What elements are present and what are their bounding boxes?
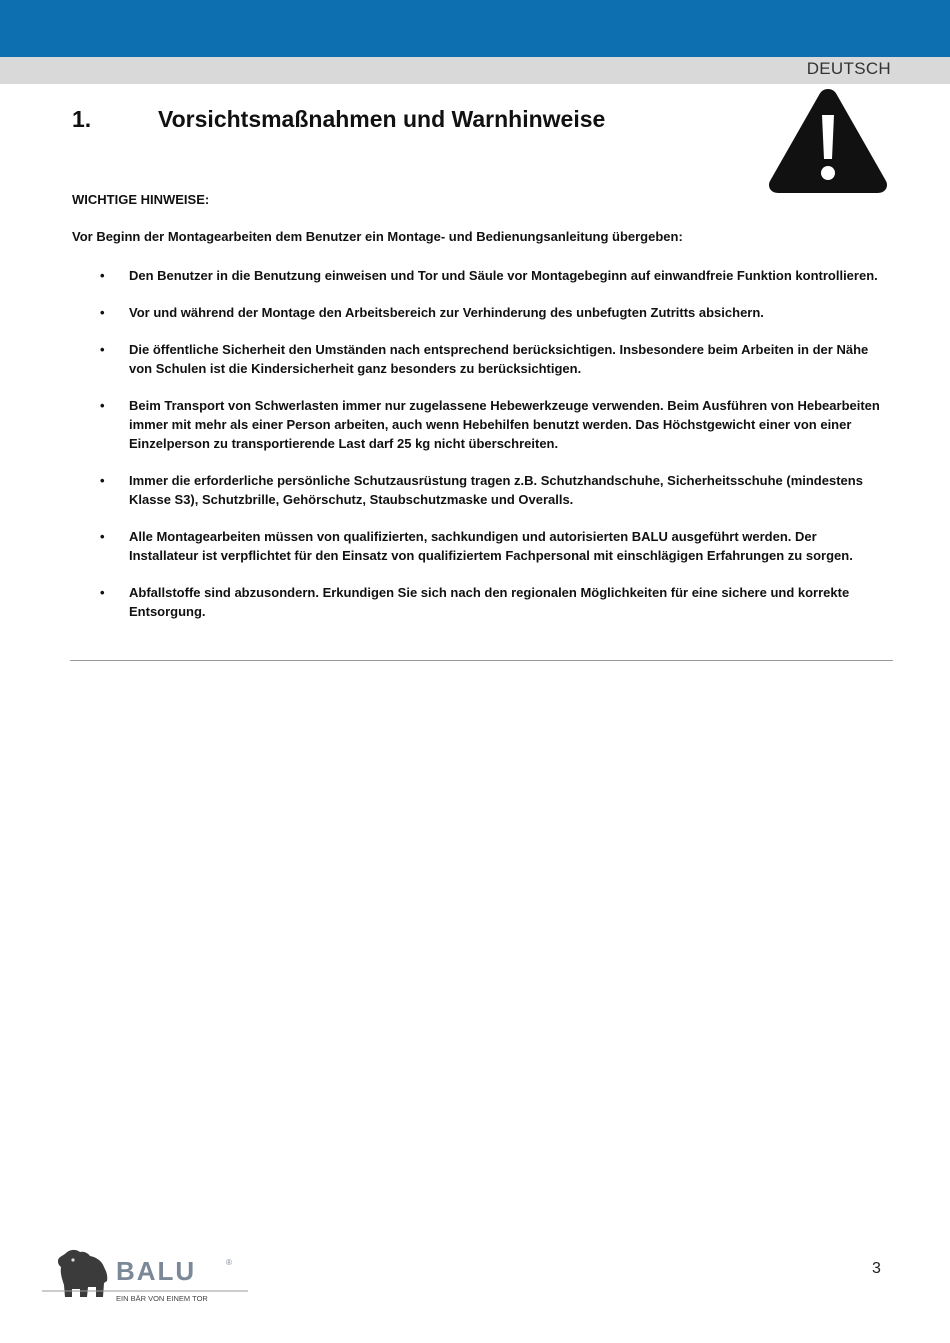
list-item-text: Die öffentliche Sicherheit den Umständen nach entsprechend berücksichtigen. Insbesondere beim Arbeiten in der Nähe von Schulen ist die Kindersicherheit ganz besonders zu berücksichtigen. xyxy=(129,342,869,376)
header-blue-bar xyxy=(0,0,950,57)
list-item xyxy=(0,396,889,453)
bullet-dot: • xyxy=(100,398,105,413)
list-item xyxy=(0,527,889,565)
list-item-text: Immer die erforderliche persönliche Schutzausrüstung tragen z.B. Schutzhandschuhe, Sicherheitsschuhe (mindestens Klasse S3), Schutzbrille, Gehörschutz, Staubschutzmaske und Overalls. xyxy=(129,473,863,507)
language-label: DEUTSCH xyxy=(806,59,891,78)
bullet-dot: • xyxy=(100,305,105,320)
list-item xyxy=(0,303,889,322)
list-item xyxy=(0,583,889,621)
list-item xyxy=(0,340,889,378)
section-number: 1. xyxy=(72,106,92,132)
bear-logo-icon xyxy=(58,1250,107,1297)
section-title: Vorsichtsmaßnahmen und Warnhinweise xyxy=(158,106,606,132)
bullet-dot: • xyxy=(100,342,105,357)
intro-text: Vor Beginn der Montagearbeiten dem Benutzer ein Montage- und Bedienungsanleitung übergeben: xyxy=(72,229,683,244)
list-item-text: Den Benutzer in die Benutzung einweisen und Tor und Säule vor Montagebeginn auf einwandfreie Funktion kontrollieren. xyxy=(129,268,878,283)
bullet-dot: • xyxy=(100,268,105,283)
brand-name: BALU xyxy=(116,1256,197,1286)
bullet-dot: • xyxy=(100,473,105,488)
list-item-text: Alle Montagearbeiten müssen von qualifizierten, sachkundigen und autorisierten BALU ausgeführt werden. Der Installateur ist verpflichtet für den Einsatz von qualifiziertem Fachpersonal mit einschlägigen Erfahrungen zu sorgen. xyxy=(129,529,853,563)
section-divider xyxy=(70,660,893,661)
section-heading xyxy=(72,106,605,133)
important-notes-label: WICHTIGE HINWEISE: xyxy=(72,192,210,207)
registered-mark: ® xyxy=(226,1258,232,1267)
balu-logo xyxy=(40,1247,252,1305)
bullet-dot: • xyxy=(100,529,105,544)
bullet-dot: • xyxy=(100,585,105,600)
list-item-text: Abfallstoffe sind abzusondern. Erkundigen Sie sich nach den regionalen Möglichkeiten für eine sichere und korrekte Entsorgung. xyxy=(129,585,850,619)
list-item-text: Vor und während der Montage den Arbeitsbereich zur Verhinderung des unbefugten Zutritts absichern. xyxy=(129,305,764,320)
list-item xyxy=(0,266,889,285)
brand-tagline: EIN BÄR VON EINEM TOR xyxy=(116,1294,208,1303)
list-item-text: Beim Transport von Schwerlasten immer nur zugelassene Hebewerkzeuge verwenden. Beim Ausführen von Hebearbeiten immer mit mehr als einer Person arbeiten, auch wenn Hebehilfen benutzt werden. Das Höchstgewicht einer von einer Einzelperson zu transportierende Last darf 25 kg nicht überschreiten. xyxy=(129,398,880,451)
page-number: 3 xyxy=(872,1260,881,1277)
safety-notes-list xyxy=(0,266,950,639)
list-item xyxy=(0,471,889,509)
warning-triangle-icon xyxy=(766,85,890,197)
